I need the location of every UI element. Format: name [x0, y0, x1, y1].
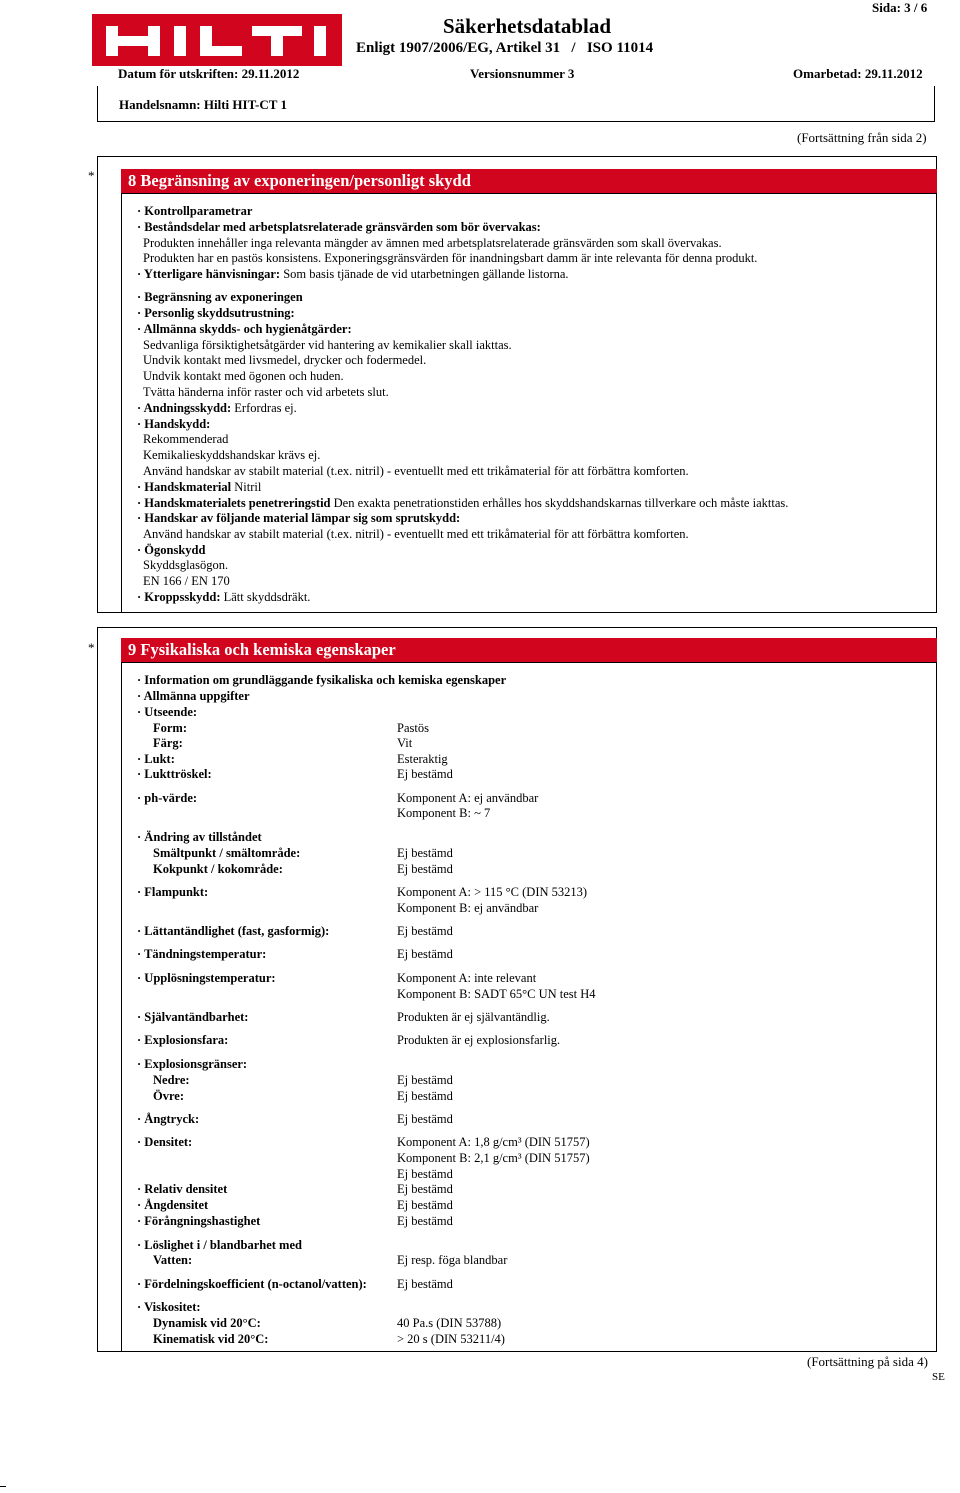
property-label: Färg:	[153, 736, 183, 750]
property-label: · Explosionsfara:	[137, 1033, 229, 1047]
section-8-line	[137, 417, 210, 432]
section-8-line	[143, 369, 344, 384]
property-label: Nedre:	[153, 1073, 190, 1087]
section-8-line	[137, 590, 310, 605]
section-8-line	[143, 464, 689, 479]
section-8-line	[137, 401, 297, 416]
section-8-line	[137, 306, 295, 321]
line-label: · Handskmaterialets penetreringstid	[137, 496, 331, 510]
line-label: · Ögonskydd	[137, 543, 206, 557]
property-value: Ej bestämd	[397, 767, 453, 781]
property-value: Ej bestämd	[397, 924, 453, 938]
property-value: Ej bestämd	[397, 1112, 453, 1126]
section-8-line	[137, 480, 261, 495]
section-8-line	[137, 322, 352, 337]
property-label: · Viskositet:	[137, 1300, 201, 1314]
line-label: · Handskydd:	[137, 417, 211, 431]
property-label: · Relativ densitet	[137, 1182, 228, 1196]
property-value: Esteraktig	[397, 752, 448, 766]
line-text: Rekommenderad	[143, 432, 229, 446]
print-date: Datum för utskriften: 29.11.2012	[118, 66, 300, 81]
section-8-header	[121, 169, 937, 193]
property-label: · Explosionsgränser:	[137, 1057, 248, 1071]
property-value: Pastös	[397, 721, 429, 735]
line-label: · Kroppsskydd:	[137, 590, 221, 604]
property-label: · Löslighet i / blandbarhet med	[137, 1238, 302, 1252]
property-label: Dynamisk vid 20°C:	[153, 1316, 261, 1330]
section-8-line	[137, 267, 569, 282]
section-8-line	[137, 511, 460, 526]
page-number: Sida: 3 / 6	[872, 0, 928, 15]
line-label: · Begränsning av exponeringen	[137, 290, 303, 304]
section-8-title: 8 Begränsning av exponeringen/personligt skydd	[128, 171, 471, 190]
line-text: Tvätta händerna inför raster och vid arbetets slut.	[143, 385, 389, 399]
line-text: Undvik kontakt med ögonen och huden.	[143, 369, 344, 383]
property-label: · ph-värde:	[137, 791, 198, 805]
property-label: Kinematisk vid 20°C:	[153, 1332, 269, 1346]
property-value: Ej resp. föga blandbar	[397, 1253, 508, 1267]
line-text: Som basis tjänade de vid utarbetningen gällande listorna.	[280, 267, 569, 281]
section-8-line	[143, 353, 426, 368]
line-text: EN 166 / EN 170	[143, 574, 230, 588]
line-text: Undvik kontakt med livsmedel, drycker och fodermedel.	[143, 353, 427, 367]
property-label: · Ångdensitet	[137, 1198, 209, 1212]
line-text: Skyddsglasögon.	[143, 558, 229, 572]
continued-on: (Fortsättning på sida 4)	[807, 1354, 928, 1369]
continued-from: (Fortsättning från sida 2)	[797, 130, 927, 145]
trade-name-box	[97, 86, 935, 122]
section-8-line	[143, 558, 228, 573]
property-value: 40 Pa.s (DIN 53788)	[397, 1316, 502, 1330]
property-label: · Upplösningstemperatur:	[137, 971, 276, 985]
property-value: Ej bestämd	[397, 1089, 453, 1103]
section-8-line	[143, 574, 230, 589]
document-title: Säkerhetsdatablad	[443, 14, 612, 38]
section-8-line	[143, 527, 689, 542]
property-label: · Fördelningskoefficient (n-octanol/vatten):	[137, 1277, 367, 1291]
section-9-header	[121, 638, 937, 662]
section-8-line	[143, 448, 320, 463]
line-text: Produkten har en pastös konsistens. Exponeringsgränsvärden för inandningsbart damm är inte relevanta för denna produkt.	[143, 251, 758, 265]
property-label: Vatten:	[153, 1253, 193, 1267]
line-text: Nitril	[231, 480, 262, 494]
property-value: Ej bestämd	[397, 846, 453, 860]
property-value: Komponent A: 1,8 g/cm³ (DIN 51757)	[397, 1135, 590, 1149]
language-code: SE	[932, 1371, 945, 1383]
hilti-logo	[92, 14, 342, 66]
property-value: Ej bestämd	[397, 947, 453, 961]
property-label: · Lättantändlighet (fast, gasformig):	[137, 924, 330, 938]
property-label: Form:	[153, 721, 188, 735]
line-label: · Handskmaterial	[137, 480, 232, 494]
line-label: · Ytterligare hänvisningar:	[137, 267, 281, 281]
property-label: · Lukt:	[137, 752, 175, 766]
line-text: Lätt skyddsdräkt.	[220, 590, 311, 604]
line-label: · Kontrollparametrar	[137, 204, 253, 218]
line-text: Kemikalieskyddshandskar krävs ej.	[143, 448, 321, 462]
property-value: Ej bestämd	[397, 862, 453, 876]
change-marker: *	[88, 640, 95, 655]
section-8-line	[137, 543, 205, 558]
property-value: Ej bestämd	[397, 1182, 453, 1196]
section-8-line	[137, 496, 788, 511]
property-label: · Densitet:	[137, 1135, 193, 1149]
property-value: Ej bestämd	[397, 1277, 453, 1291]
section-8-line	[137, 290, 303, 305]
section-8-line	[143, 236, 722, 251]
property-label: Smältpunkt / smältområde:	[153, 846, 301, 860]
property-value: Produkten är ej explosionsfarlig.	[397, 1033, 561, 1047]
property-value: Ej bestämd	[397, 1214, 453, 1228]
revision-date: Omarbetad: 29.11.2012	[793, 66, 923, 81]
line-text: Använd handskar av stabilt material (t.ex. nitril) - eventuellt med ett trikåmaterial för att förbättra komforten.	[143, 527, 689, 541]
property-value: Komponent A: > 115 °C (DIN 53213)	[397, 885, 588, 899]
line-text: Använd handskar av stabilt material (t.ex. nitril) - eventuellt med ett trikåmaterial för att förbättra komforten.	[143, 464, 689, 478]
property-value: Ej bestämd	[397, 1073, 453, 1087]
section-8-line	[143, 432, 228, 447]
hilti-logo-icon	[92, 14, 342, 66]
page-corner-mark	[0, 1486, 6, 1487]
line-label: · Beståndsdelar med arbetsplatsrelaterade gränsvärden som bör övervakas:	[137, 220, 541, 234]
trade-name: Handelsnamn: Hilti HIT-CT 1	[119, 97, 287, 112]
property-value: Komponent B: 2,1 g/cm³ (DIN 51757)	[397, 1151, 590, 1165]
section-8-line	[137, 220, 541, 235]
section-8-line	[137, 204, 252, 219]
line-text: Sedvanliga försiktighetsåtgärder vid hantering av kemikalier skall iakttas.	[143, 338, 512, 352]
property-value: Komponent B: SADT 65°C UN test H4	[397, 987, 596, 1001]
property-label: · Ångtryck:	[137, 1112, 200, 1126]
property-label: · Allmänna uppgifter	[137, 689, 250, 703]
section-8-line	[143, 385, 389, 400]
line-text: Produkten innehåller inga relevanta mängder av ämnen med arbetsplatsrelaterade gränsvärden som skall övervakas.	[143, 236, 722, 250]
property-value: Produkten är ej självantändlig.	[397, 1010, 550, 1024]
property-label: Övre:	[153, 1089, 185, 1103]
line-text: Erfordras ej.	[231, 401, 297, 415]
property-value: Komponent B: ~ 7	[397, 806, 491, 820]
document-subtitle: Enligt 1907/2006/EG, Artikel 31 / ISO 11014	[356, 40, 654, 56]
change-marker: *	[88, 168, 95, 183]
line-text: Den exakta penetrationstiden erhålles hos skyddshandskarnas tillverkare och måste iakttas.	[330, 496, 789, 510]
version-number: Versionsnummer 3	[470, 66, 575, 81]
property-value: Ej bestämd	[397, 1167, 453, 1181]
section-8-line	[143, 251, 757, 266]
property-label: · Självantändbarhet:	[137, 1010, 249, 1024]
property-value: > 20 s (DIN 53211/4)	[397, 1332, 505, 1346]
property-label: · Utseende:	[137, 705, 198, 719]
line-label: · Handskar av följande material lämpar sig som sprutskydd:	[137, 511, 461, 525]
line-label: · Andningsskydd:	[137, 401, 232, 415]
property-label: · Flampunkt:	[137, 885, 209, 899]
line-label: · Allmänna skydds- och hygienåtgärder:	[137, 322, 352, 336]
property-value: Komponent A: inte relevant	[397, 971, 537, 985]
property-label: · Förångningshastighet	[137, 1214, 261, 1228]
section-9-title: 9 Fysikaliska och kemiska egenskaper	[128, 640, 396, 659]
section-8-line	[143, 338, 512, 353]
property-value: Ej bestämd	[397, 1198, 453, 1212]
property-value: Komponent A: ej användbar	[397, 791, 539, 805]
property-label: · Lukttröskel:	[137, 767, 212, 781]
property-value: Vit	[397, 736, 413, 750]
property-value: Komponent B: ej användbar	[397, 901, 539, 915]
line-label: · Personlig skyddsutrustning:	[137, 306, 295, 320]
property-label: · Tändningstemperatur:	[137, 947, 267, 961]
property-label: · Ändring av tillståndet	[137, 830, 262, 844]
property-label: Kokpunkt / kokområde:	[153, 862, 283, 876]
property-label: · Information om grundläggande fysikaliska och kemiska egenskaper	[137, 673, 507, 687]
